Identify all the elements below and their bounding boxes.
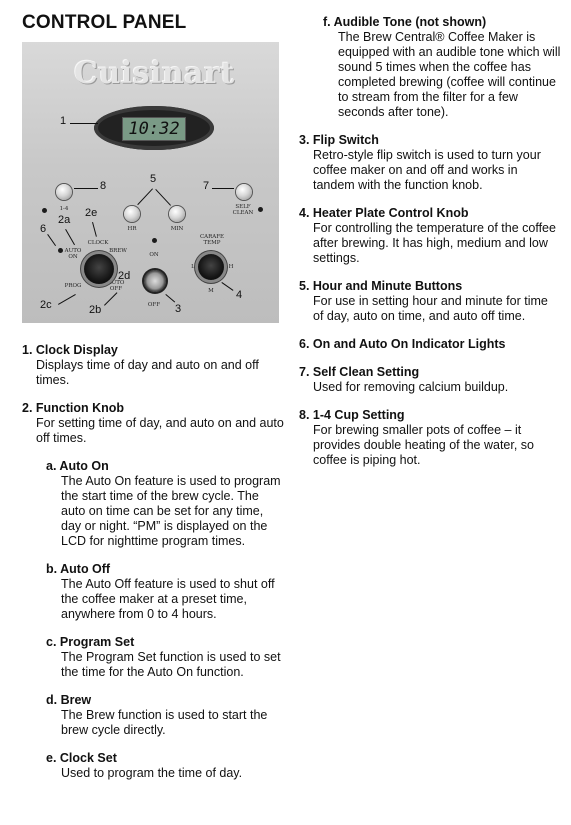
callout-2c-line	[58, 294, 76, 305]
item-hour-minute-buttons	[299, 279, 561, 324]
sub-heading: d. Brew	[46, 693, 92, 707]
minute-button	[169, 206, 185, 222]
callout-5-line-left	[137, 188, 153, 205]
item-heading: 3. Flip Switch	[299, 133, 379, 147]
item-heater-plate-knob	[299, 206, 561, 266]
item-indicator-lights	[299, 337, 561, 352]
callout-3: 3	[175, 303, 182, 315]
item-self-clean	[299, 365, 561, 395]
left-column	[22, 343, 284, 781]
callout-2d: 2d	[118, 270, 131, 282]
sub-heading: e. Clock Set	[46, 751, 117, 765]
sub-heading: f. Audible Tone (not shown)	[323, 15, 487, 29]
item-heading: 5. Hour and Minute Buttons	[299, 279, 463, 293]
callout-1-line	[70, 123, 98, 124]
sub-body: The Program Set function is used to set the time for the Auto On function.	[61, 650, 281, 679]
callout-6-line	[47, 234, 56, 246]
callout-4: 4	[236, 289, 243, 301]
item-body: Used for removing calcium buildup.	[313, 380, 509, 394]
sub-heading: c. Program Set	[46, 635, 135, 649]
on-indicator-light	[152, 238, 157, 243]
callout-7: 7	[203, 180, 210, 192]
lcd-display: 10:32	[122, 117, 186, 141]
item-heading: 7. Self Clean Setting	[299, 365, 420, 379]
one-four-indicator-light	[42, 208, 47, 213]
callout-4-line	[221, 282, 233, 291]
callout-8: 8	[100, 180, 107, 192]
item-function-knob	[22, 401, 284, 446]
sub-body: The Brew function is used to start the brew cycle directly.	[61, 708, 268, 737]
brand-logo: Cuisinart	[74, 56, 235, 91]
item-heading: 8. 1-4 Cup Setting	[299, 408, 405, 422]
self-clean-indicator-light	[258, 207, 263, 212]
sub-heading: b. Auto Off	[46, 562, 111, 576]
callout-5: 5	[150, 173, 157, 185]
item-flip-switch	[299, 133, 561, 193]
sub-item-auto-on	[22, 459, 284, 549]
brew-label: BREW	[109, 248, 127, 254]
one-four-label: 1-4	[59, 206, 69, 212]
right-column	[299, 15, 561, 468]
one-four-cup-button	[56, 184, 72, 200]
sub-item-clock-set	[22, 751, 284, 781]
callout-2b: 2b	[89, 304, 102, 316]
callout-2a: 2a	[58, 214, 71, 226]
item-body: For setting time of day, and auto on and auto off times.	[36, 416, 284, 445]
item-heading: 1. Clock Display	[22, 343, 118, 357]
clock-label: CLOCK	[87, 240, 109, 246]
item-body: For use in setting hour and minute for time of day, auto on time, and auto off time.	[313, 294, 548, 323]
sub-body: The Brew Central® Coffee Maker is equipped with an audible tone which will sound 5 times when the coffee has completed brewing (coffee will continue to stream from the filter for a few seconds after tone).	[338, 30, 561, 119]
off-label: OFF	[147, 302, 161, 308]
minute-label: MIN	[170, 226, 184, 232]
callout-5-line-right	[155, 189, 171, 206]
item-heading: 6. On and Auto On Indicator Lights	[299, 337, 506, 351]
hour-label: HR	[127, 226, 137, 232]
callout-1: 1	[60, 115, 67, 127]
callout-2e-line	[92, 222, 97, 237]
heater-plate-knob	[198, 254, 224, 280]
callout-2e: 2e	[85, 207, 98, 219]
callout-8-line	[74, 188, 98, 189]
hour-button	[124, 206, 140, 222]
item-clock-display	[22, 343, 284, 388]
item-body: Retro-style flip switch is used to turn your coffee maker on and off and works in tandem with the function knob.	[313, 148, 541, 192]
auto-off-label: AUTO OFF	[107, 280, 125, 292]
sub-item-program-set	[22, 635, 284, 680]
item-heading: 4. Heater Plate Control Knob	[299, 206, 469, 220]
flip-switch	[144, 270, 166, 292]
item-body: Displays time of day and auto on and off times.	[36, 358, 259, 387]
sub-body: Used to program the time of day.	[61, 766, 243, 780]
low-label: L	[191, 264, 195, 270]
callout-2a-line	[65, 229, 75, 245]
item-body: For controlling the temperature of the coffee after brewing. It has high, medium and low settings.	[313, 221, 556, 265]
callout-3-line	[165, 294, 175, 302]
function-knob	[84, 254, 114, 284]
callout-2c: 2c	[40, 299, 52, 311]
carafe-temp-label: CARAFE TEMP	[199, 234, 225, 246]
sub-item-auto-off	[22, 562, 284, 622]
item-body: For brewing smaller pots of coffee – it provides double heating of the water, so coffee is piping hot.	[313, 423, 534, 467]
sub-item-audible-tone	[299, 15, 561, 120]
callout-6: 6	[40, 223, 47, 235]
sub-body: The Auto Off feature is used to shut off the coffee maker at a preset time, anywhere from 0 to 4 hours.	[61, 577, 275, 621]
self-clean-label: SELF CLEAN	[232, 204, 254, 216]
on-label: ON	[149, 252, 159, 258]
sub-body: The Auto On feature is used to program the start time of the brew cycle. The auto on time can be set for any time, day or night. “PM” is displayed on the LCD for nighttime program times.	[61, 474, 281, 548]
high-label: H	[228, 264, 234, 270]
item-heading: 2. Function Knob	[22, 401, 125, 415]
page-title: CONTROL PANEL	[22, 12, 187, 33]
callout-2b-line	[104, 292, 117, 305]
sub-item-brew	[22, 693, 284, 738]
callout-7-line	[212, 188, 234, 189]
sub-heading: a. Auto On	[46, 459, 109, 473]
auto-on-label: AUTO ON	[64, 248, 82, 260]
medium-label: M	[208, 288, 214, 294]
item-one-four-cup	[299, 408, 561, 468]
self-clean-button	[236, 184, 252, 200]
control-panel-illustration	[22, 42, 279, 323]
prog-label: PROG	[64, 283, 82, 289]
